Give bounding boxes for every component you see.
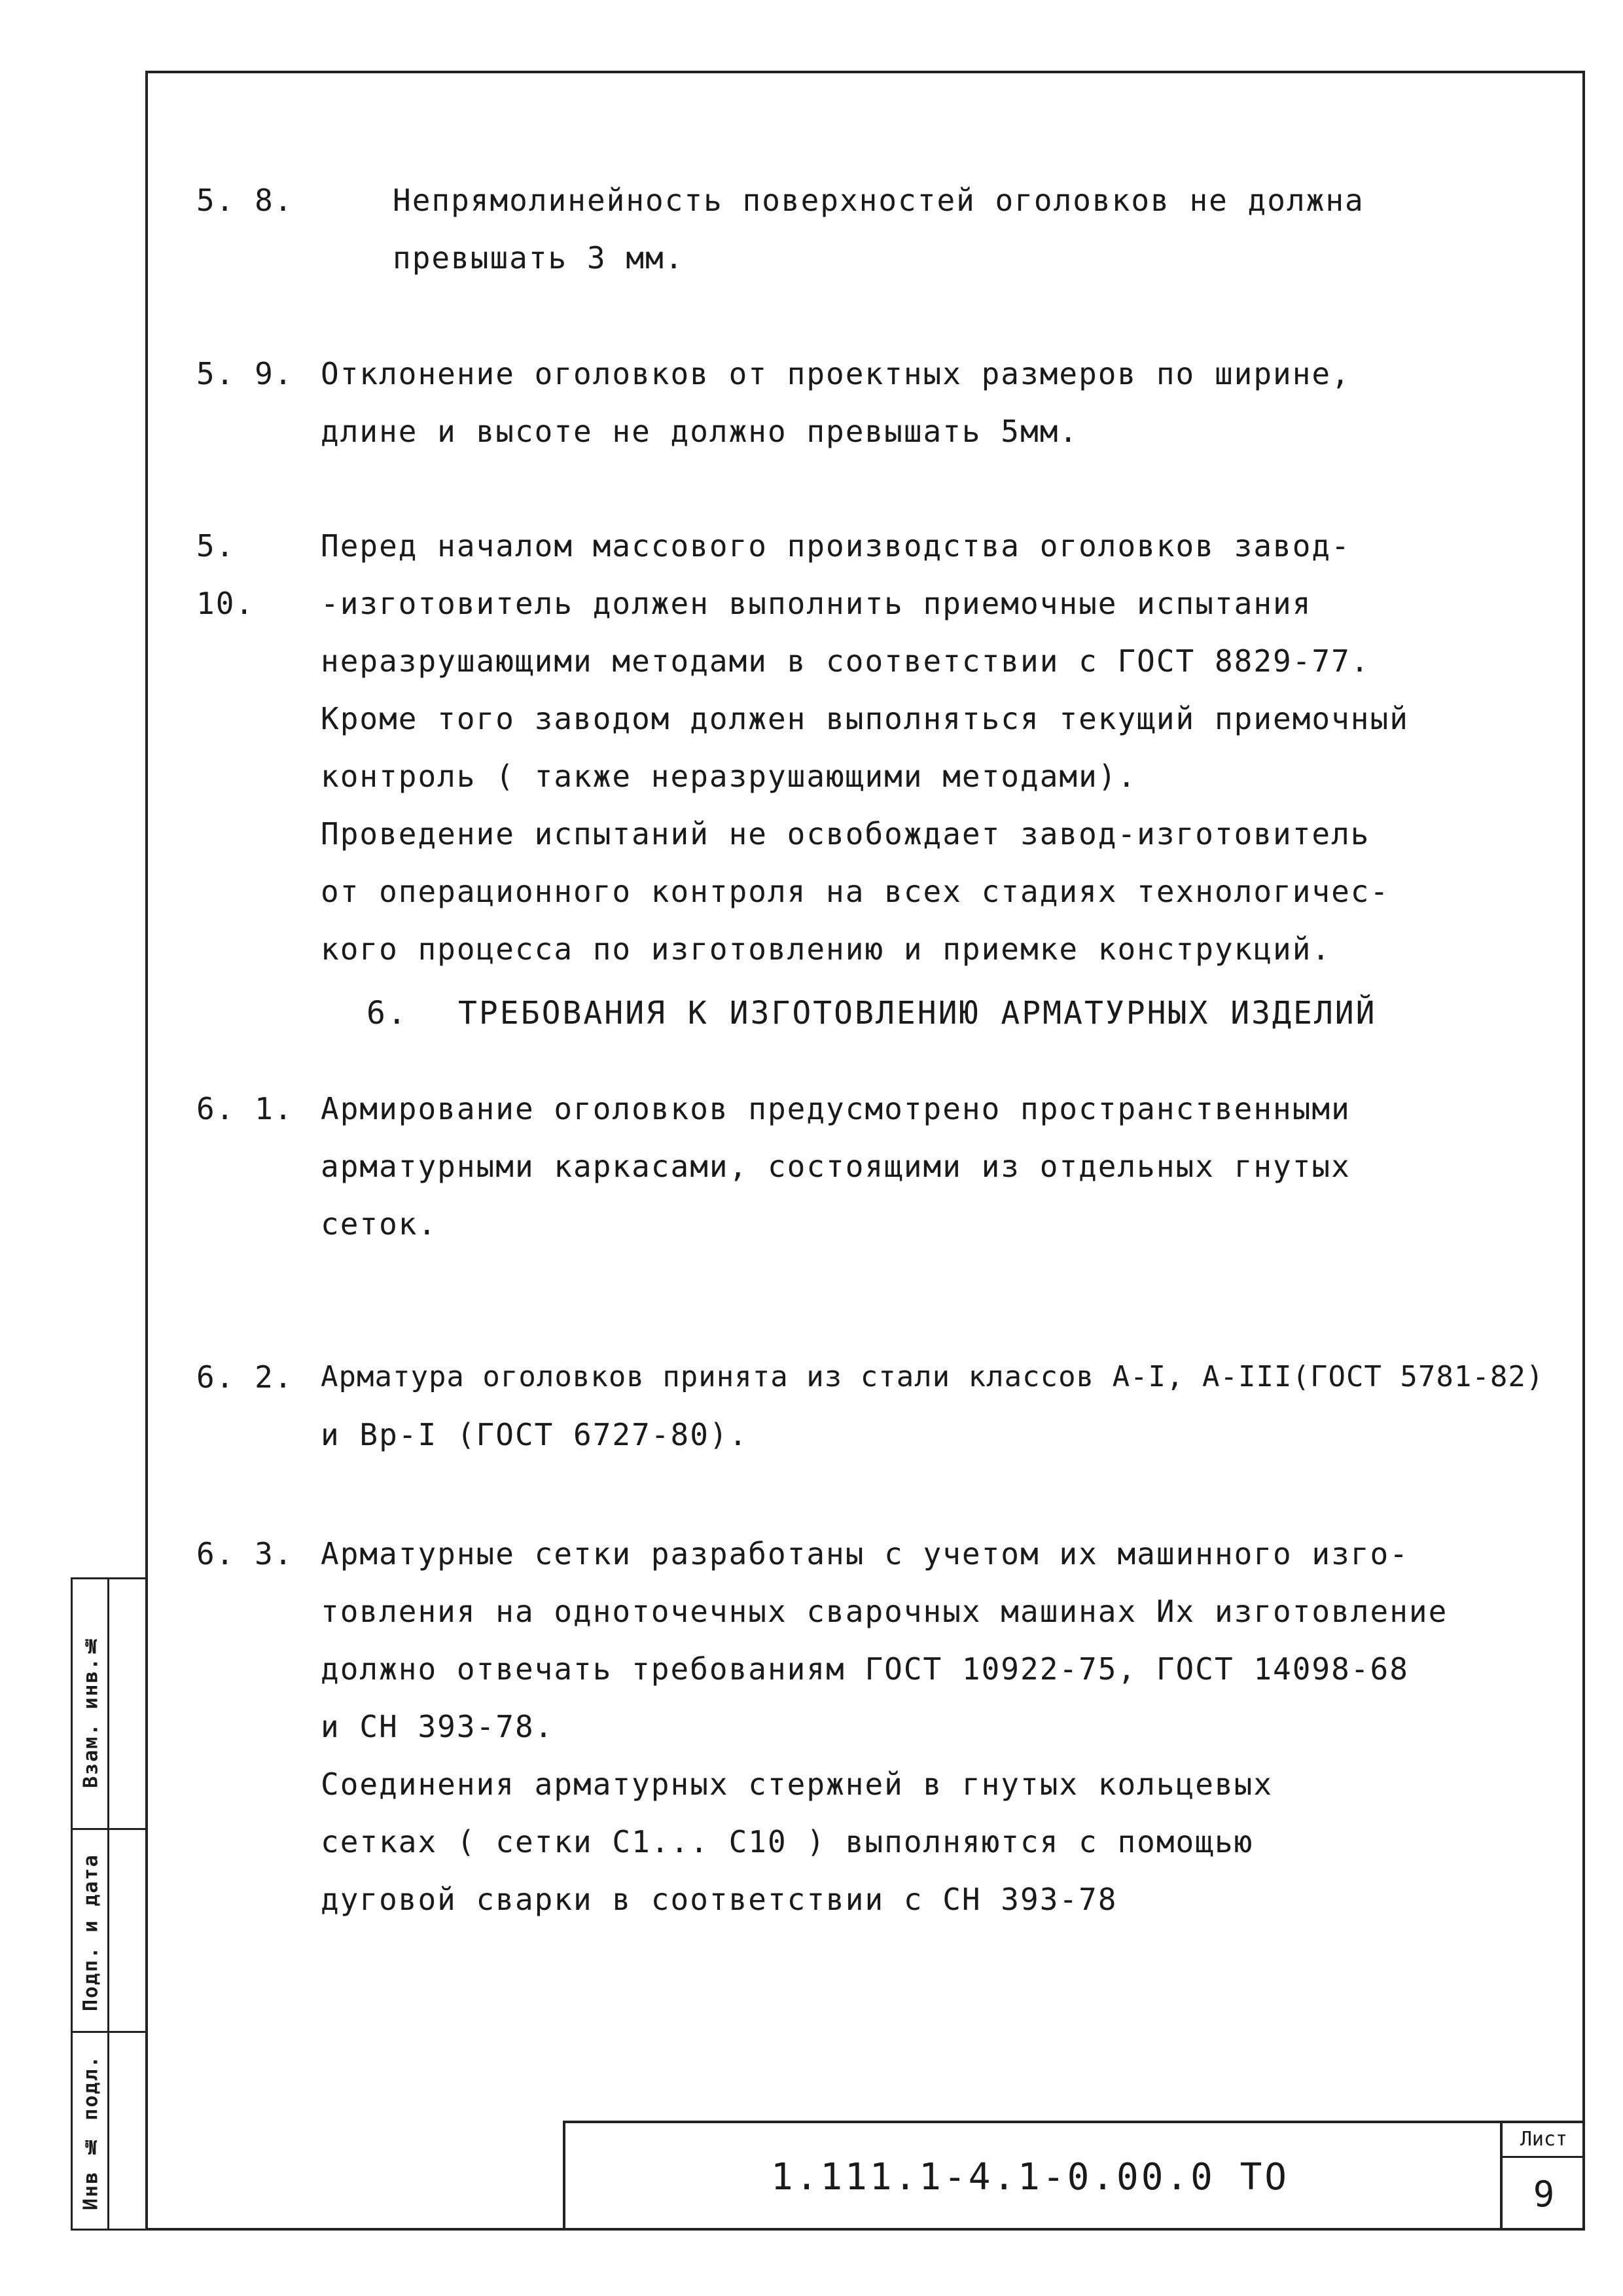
- clause-number: 6. 3.: [196, 1536, 294, 1571]
- clause-6-1: [196, 1080, 1571, 1253]
- clause-number: 6. 1.: [196, 1091, 294, 1126]
- clause-line: превышать 3 мм.: [393, 240, 685, 276]
- stamp-podp-data: Подп. и дата: [79, 1854, 103, 2012]
- side-stamp: [71, 1577, 145, 2231]
- clause-5-8: [196, 171, 1571, 287]
- clause-line: сетках ( сетки С1... С10 ) выполняются с помощью: [321, 1824, 1254, 1859]
- clause-line: длине и высоте не должно превышать 5мм.: [321, 414, 1079, 449]
- clause-line: товления на одноточечных сварочных машинах Их изготовление: [321, 1594, 1448, 1629]
- stamp-divider: [73, 1828, 145, 1830]
- sheet-number: 9: [1533, 2174, 1555, 2215]
- clause-number: 5. 10.: [196, 528, 255, 621]
- section-heading: [366, 995, 1377, 1031]
- title-block: [563, 2121, 1585, 2231]
- clause-number: 6. 2.: [196, 1359, 294, 1395]
- clause-line: -изготовитель должен выполнить приемочные испытания: [321, 586, 1312, 621]
- clause-6-3: [196, 1525, 1571, 1928]
- clause-line: Перед началом массового производства оголовков завод-: [321, 528, 1351, 564]
- clause-line: и Вр-I (ГОСТ 6727-80).: [321, 1417, 749, 1452]
- clause-line: контроль ( также неразрушающими методами).: [321, 759, 1137, 794]
- clause-line: Кроме того заводом должен выполняться текущий приемочный: [321, 701, 1409, 736]
- stamp-divider: [73, 2031, 145, 2033]
- clause-line: и СН 393-78.: [321, 1709, 554, 1744]
- sheet-box: [1500, 2123, 1585, 2231]
- clause-5-10: [196, 517, 1571, 978]
- stamp-inv-podl: Инв № подл.: [79, 2054, 103, 2210]
- clause-line: Проведение испытаний не освобождает завод-изготовитель: [321, 816, 1370, 852]
- clause-line: Арматурные сетки разработаны с учетом их машинного изго-: [321, 1536, 1409, 1571]
- clause-line: должно отвечать требованиям ГОСТ 10922-75, ГОСТ 14098-68: [321, 1651, 1409, 1687]
- clause-line: от операционного контроля на всех стадиях технологичес-: [321, 874, 1390, 909]
- clause-line: Непрямолинейность поверхностей оголовков не должна: [393, 183, 1364, 218]
- clause-line: Отклонение оголовков от проектных размеров по ширине,: [321, 356, 1351, 391]
- sheet-label: Лист: [1503, 2123, 1585, 2158]
- clause-line: Армирование оголовков предусмотрено пространственными: [321, 1091, 1351, 1126]
- clause-6-2: [196, 1348, 1571, 1463]
- clause-line: Арматура оголовков принята из стали классов А-I, А-III(ГОСТ 5781-82): [321, 1360, 1544, 1393]
- clause-line: дуговой сварки в соответствии с СН 393-78: [321, 1882, 1118, 1917]
- clause-line: Соединения арматурных стержней в гнутых кольцевых: [321, 1767, 1274, 1802]
- clause-number: 5. 8.: [196, 183, 294, 218]
- clause-5-9: [196, 345, 1571, 460]
- section-title: ТРЕБОВАНИЯ К ИЗГОТОВЛЕНИЮ АРМАТУРНЫХ ИЗДЕЛИЙ: [458, 995, 1377, 1031]
- document-designation: 1.111.1-4.1-0.00.0 ТО: [770, 2155, 1289, 2198]
- clause-line: арматурными каркасами, состоящими из отдельных гнутых: [321, 1149, 1351, 1184]
- clause-line: неразрушающими методами в соответствии с ГОСТ 8829-77.: [321, 643, 1370, 679]
- section-number: 6.: [366, 995, 408, 1031]
- clause-line: сеток.: [321, 1206, 438, 1242]
- clause-number: 5. 9.: [196, 356, 294, 391]
- stamp-vzam-inv: Взам. инв.№: [79, 1632, 103, 1788]
- clause-line: кого процесса по изготовлению и приемке конструкций.: [321, 931, 1332, 967]
